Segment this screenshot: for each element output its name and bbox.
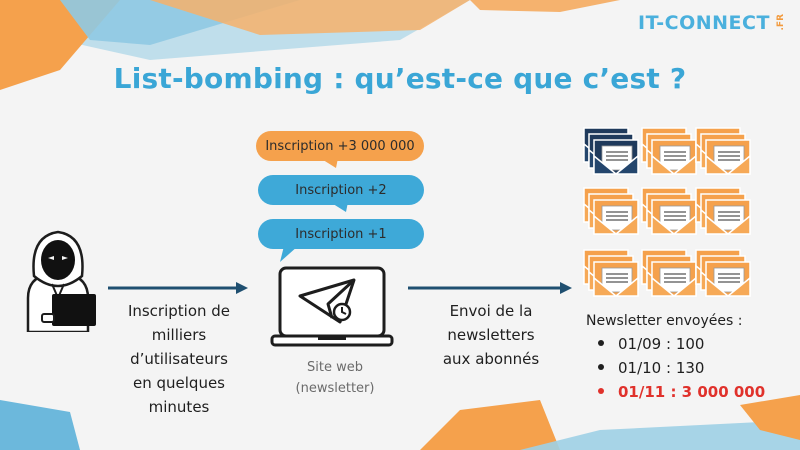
arrow-to-site bbox=[108, 280, 250, 296]
site-label-line: (newsletter) bbox=[295, 381, 375, 396]
envelope-icon bbox=[696, 250, 750, 296]
envelope-grid bbox=[582, 126, 752, 302]
bubble-inscription-3000000: Inscription +3 000 000 bbox=[256, 131, 424, 161]
page-title: List-bombing : qu’est-ce que c’est ? bbox=[113, 62, 687, 95]
envelope-icon bbox=[696, 188, 750, 234]
bullet-icon bbox=[598, 340, 604, 346]
bullet-icon bbox=[598, 388, 604, 394]
stat-item bbox=[598, 356, 765, 380]
site-label bbox=[260, 357, 410, 399]
envelope-icon bbox=[642, 128, 696, 174]
step2-caption-line: newsletters bbox=[447, 326, 535, 344]
step1-caption-line: d’utilisateurs bbox=[130, 350, 228, 368]
step2-caption-line: Envoi de la bbox=[449, 302, 533, 320]
envelope-icon bbox=[642, 250, 696, 296]
stats-list bbox=[598, 332, 765, 404]
brand-logo[interactable]: IT-CONNECT bbox=[638, 12, 770, 34]
stat-text: 01/10 : 130 bbox=[618, 359, 705, 377]
envelope-icon bbox=[696, 128, 750, 174]
step1-caption-line: minutes bbox=[148, 398, 210, 416]
stat-item bbox=[598, 332, 765, 356]
step1-caption-line: milliers bbox=[151, 326, 207, 344]
laptop-icon bbox=[270, 266, 394, 348]
arrow-to-inbox bbox=[408, 280, 574, 296]
step1-caption-line: en quelques bbox=[133, 374, 225, 392]
brand-logo-tld: .FR bbox=[776, 14, 786, 31]
stats-title: Newsletter envoyées : bbox=[586, 313, 743, 329]
envelope-stack-navy bbox=[584, 128, 638, 174]
bullet-icon bbox=[598, 364, 604, 370]
envelope-icon bbox=[642, 188, 696, 234]
bubble-tail bbox=[320, 158, 340, 170]
hacker-icon bbox=[18, 228, 98, 332]
stat-text: 01/11 : 3 000 000 bbox=[618, 383, 766, 401]
step1-caption bbox=[104, 299, 254, 419]
bubble-tail bbox=[330, 202, 350, 214]
envelope-icon bbox=[584, 250, 638, 296]
bubble-tail bbox=[280, 246, 300, 264]
envelope-icon bbox=[584, 188, 638, 234]
step2-caption-line: aux abonnés bbox=[442, 350, 540, 368]
bubble-inscription-2: Inscription +2 bbox=[258, 175, 424, 205]
site-label-line: Site web bbox=[307, 360, 363, 375]
stat-item-highlight bbox=[598, 380, 765, 404]
bubble-inscription-1: Inscription +1 bbox=[258, 219, 424, 249]
step1-caption-line: Inscription de bbox=[127, 302, 231, 320]
stat-text: 01/09 : 100 bbox=[618, 335, 705, 353]
step2-caption bbox=[416, 299, 566, 371]
